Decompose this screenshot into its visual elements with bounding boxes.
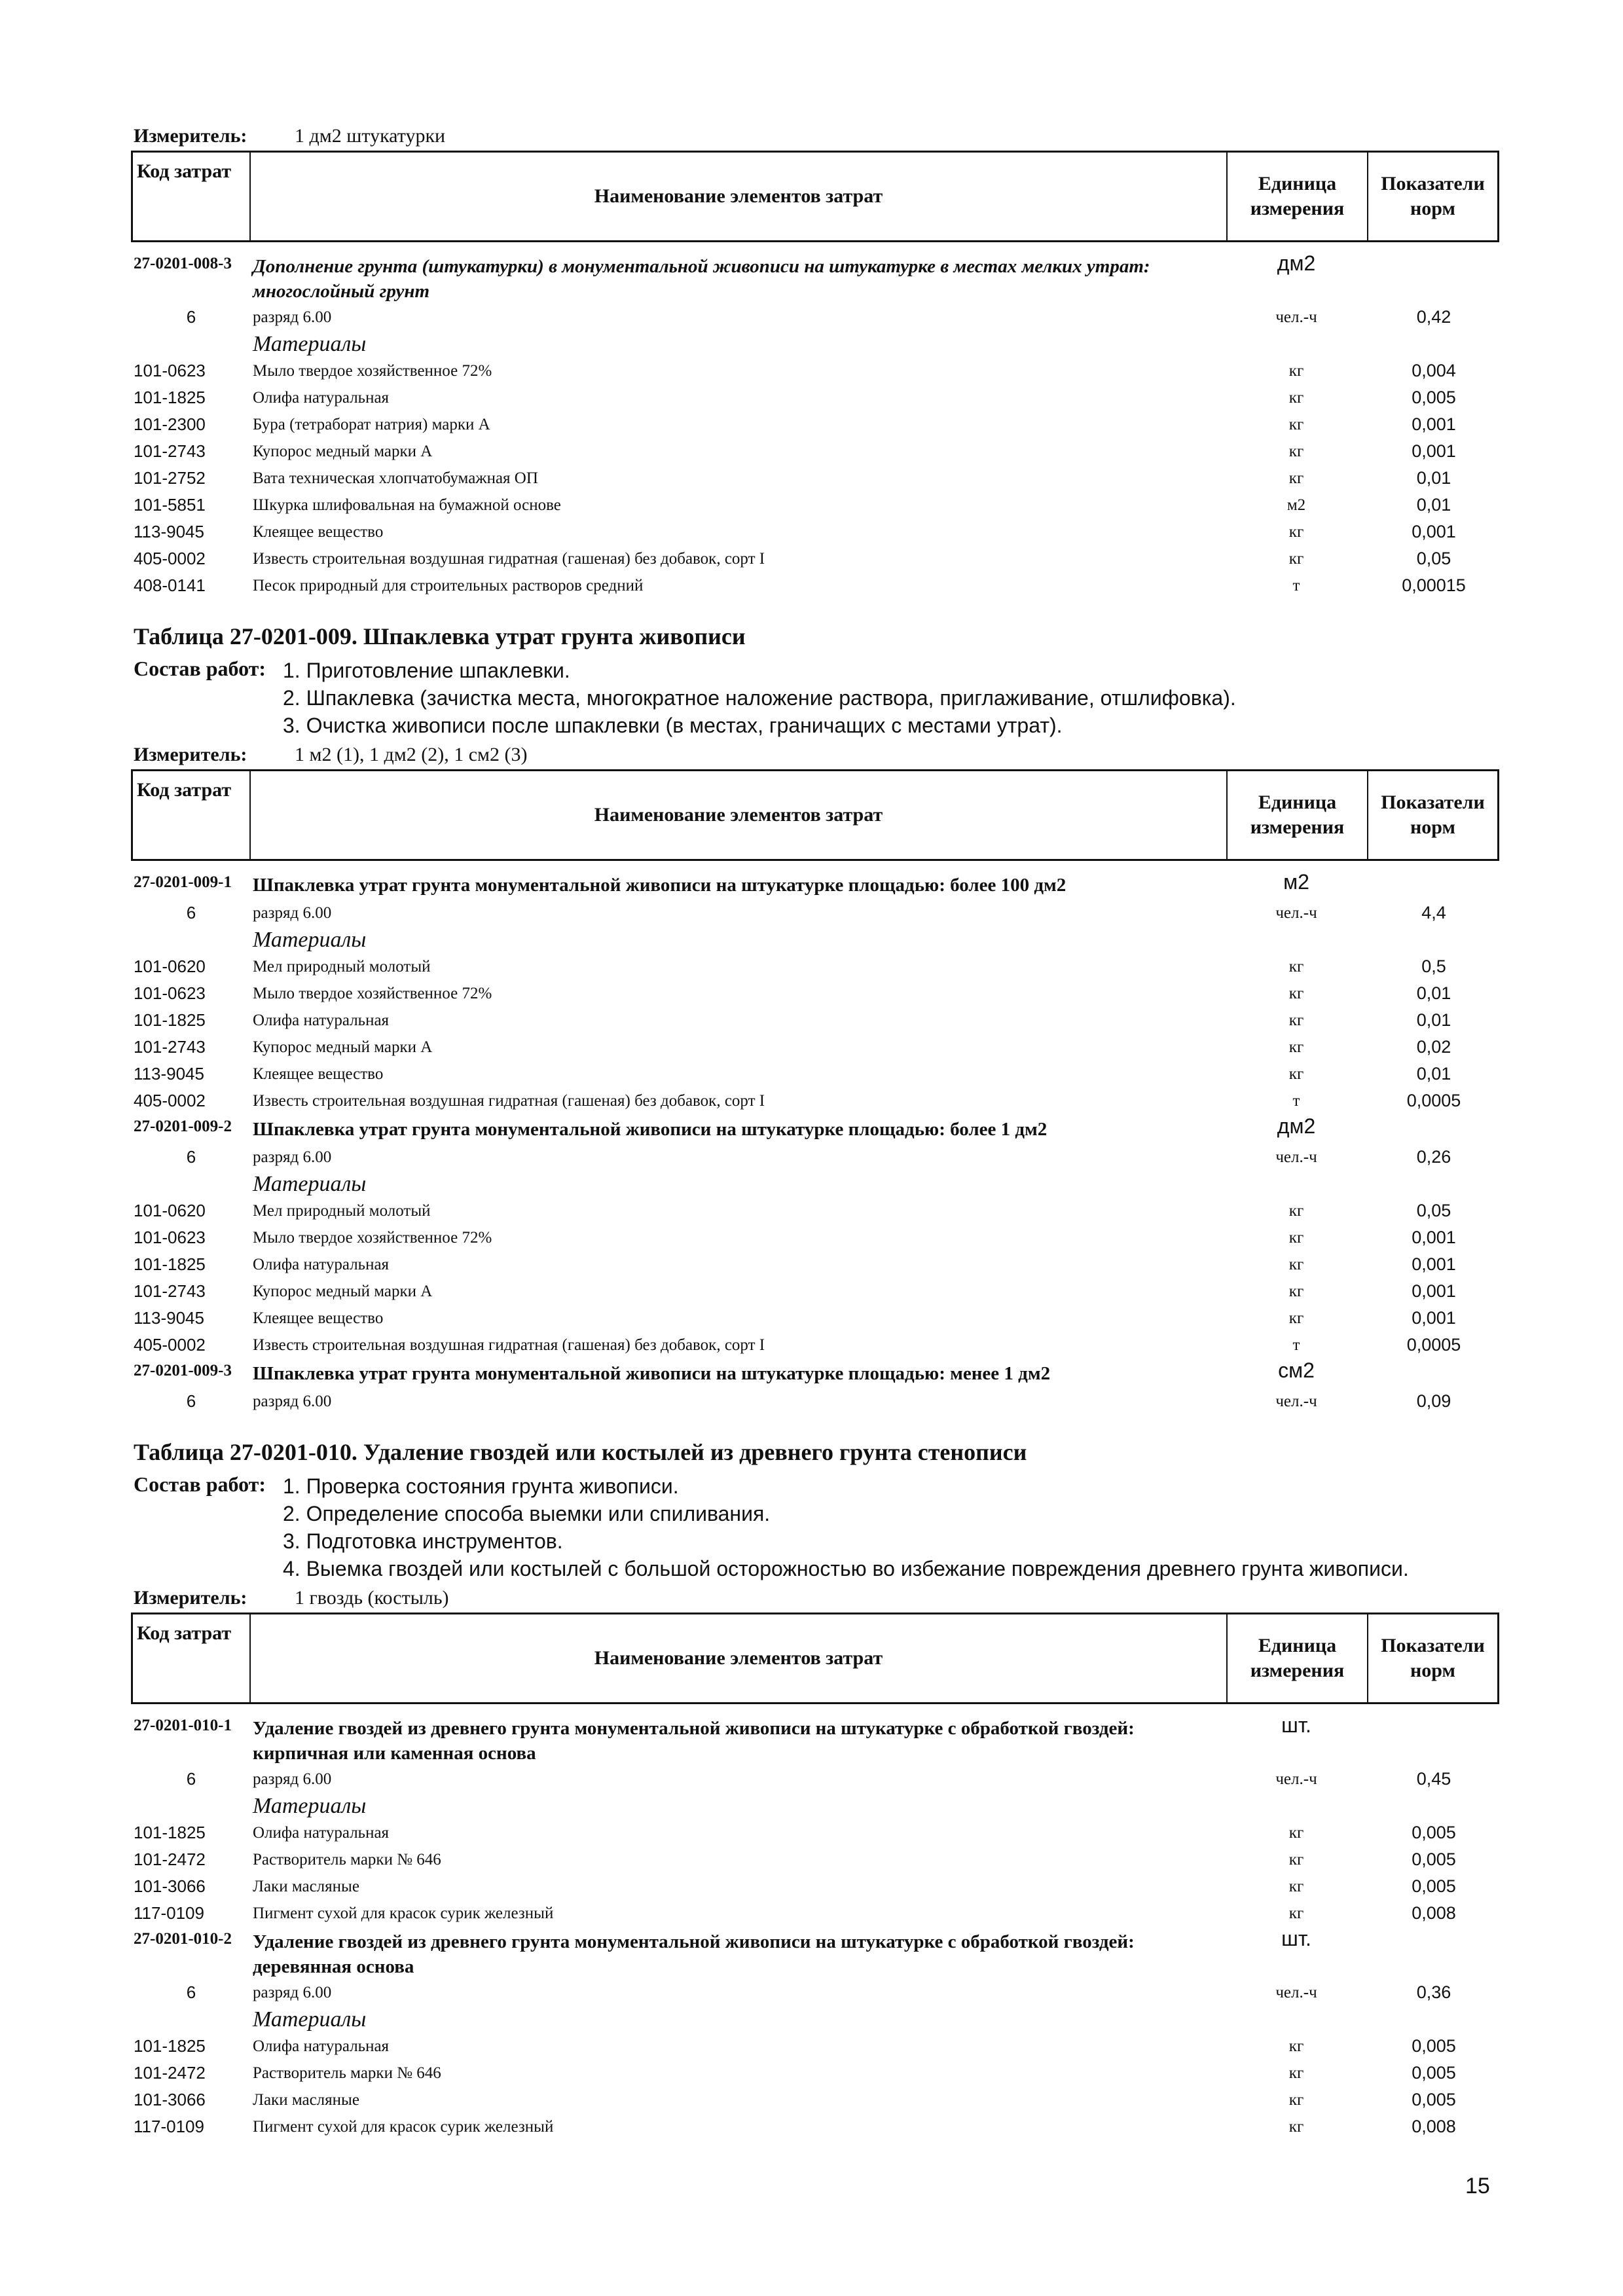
norm-value: 0,005 [1412,1876,1456,1896]
norm-value: 0,05 [1416,549,1451,568]
resource-row [131,411,1499,438]
norm-item-row [131,1927,1499,1979]
cost-code: 117-0109 [134,1903,204,1923]
unit-of-measure: кг [1288,2037,1304,2055]
norm-value: 0,0005 [1406,1335,1461,1355]
resource-row [131,900,1499,926]
composition-item: 3. Очистка живописи после шпаклевки (в местах, граничащих с местами утрат). [283,714,1063,737]
element-name: Материалы [253,1172,367,1196]
norm-value: 0,008 [1412,2117,1456,2136]
resource-row [131,545,1499,572]
composition-list [283,657,1499,739]
composition-label: Состав работ: [134,1472,266,1496]
norm-value: 0,05 [1416,1201,1451,1220]
resource-row [131,384,1499,411]
unit-of-measure: т [1292,1092,1300,1110]
norm-block [131,1432,1499,2140]
unit-of-measure: чел.-ч [1275,904,1317,922]
element-name: Известь строительная воздушная гидратная (гашеная) без добавок, сорт I [253,1336,765,1354]
header-code: Код затрат [133,771,251,859]
resource-row [131,953,1499,980]
resource-row [131,2033,1499,2060]
element-name: Материалы [253,2007,367,2032]
cost-code: 6 [186,1769,196,1789]
cost-code: 27-0201-009-2 [134,1118,232,1135]
cost-code: 6 [186,1982,196,2002]
cost-code: 27-0201-009-1 [134,873,232,891]
resource-row [131,438,1499,465]
cost-code: 405-0002 [134,1335,206,1355]
unit-of-measure: кг [1288,2118,1304,2136]
unit-of-measure: шт. [1281,1927,1311,1950]
cost-code: 101-0623 [134,1228,206,1247]
unit-of-measure: кг [1288,1309,1304,1327]
cost-code: 101-2752 [134,468,206,488]
unit-of-measure: дм2 [1277,1114,1316,1138]
norm-value: 0,005 [1412,388,1456,407]
norm-value: 0,005 [1412,2036,1456,2056]
resource-row [131,304,1499,331]
norm-item-row [131,1358,1499,1388]
resource-row [131,1061,1499,1087]
norm-value: 0,004 [1412,361,1456,380]
element-name: Олифа натуральная [253,2037,390,2055]
measure-value: 1 дм2 штукатурки [295,125,446,147]
cost-code: 101-2472 [134,2063,206,2083]
element-name: Вата техническая хлопчатобумажная ОП [253,469,538,487]
unit-of-measure: кг [1288,958,1304,975]
norm-value: 0,01 [1416,468,1451,488]
cost-code: 101-0620 [134,1201,206,1220]
element-name: Мел природный молотый [253,958,431,975]
unit-of-measure: дм2 [1277,251,1316,275]
element-name: Олифа натуральная [253,1256,390,1273]
unit-of-measure: кг [1288,443,1304,460]
page-number: 15 [1465,2174,1490,2198]
resource-row [131,1197,1499,1224]
norm-value: 0,36 [1416,1982,1451,2002]
norm-value: 0,001 [1412,522,1456,541]
composition-list [283,1472,1499,1582]
cost-code: 6 [186,1147,196,1167]
work-composition [131,657,1499,739]
unit-of-measure: кг [1288,1904,1304,1922]
measure-label: Измеритель: [134,125,247,147]
cost-code: 101-0623 [134,983,206,1003]
measure-line [131,740,1499,769]
resource-row [131,1087,1499,1114]
element-name: Удаление гвоздей из древнего грунта монументальной живописи на штукатурке с обработкой гвоздей: деревянная основа [253,1931,1135,1977]
unit-of-measure: м2 [1283,870,1309,894]
header-unit: Единица измерения [1228,153,1368,240]
unit-of-measure: кг [1288,1202,1304,1220]
resource-row [131,492,1499,519]
unit-of-measure: т [1292,577,1300,594]
cost-code: 101-2300 [134,414,206,434]
cost-code: 27-0201-010-1 [134,1717,232,1734]
resource-row [131,980,1499,1007]
norm-item-row [131,1713,1499,1766]
element-name: Клеящее вещество [253,523,384,541]
norm-value: 0,26 [1416,1147,1451,1167]
resource-row [131,1873,1499,1900]
cost-code: 117-0109 [134,2117,204,2136]
element-name: Удаление гвоздей из древнего грунта монументальной живописи на штукатурке с обработкой гвоздей: кирпичная или каменная основа [253,1718,1135,1764]
unit-of-measure: шт. [1281,1713,1311,1737]
unit-of-measure: т [1292,1336,1300,1354]
norm-value: 4,4 [1421,903,1446,922]
measure-value: 1 гвоздь (костыль) [295,1587,449,1609]
resource-row [131,1332,1499,1358]
element-name: Бура (тетраборат натрия) марки А [253,416,490,433]
composition-item: 3. Подготовка инструментов. [283,1529,563,1553]
norm-value: 0,005 [1412,1823,1456,1842]
table-header [131,769,1499,861]
cost-code: 101-3066 [134,2090,206,2109]
composition-item: 1. Проверка состояния грунта живописи. [283,1474,679,1498]
element-name: Олифа натуральная [253,1011,390,1029]
cost-code: 101-2743 [134,441,206,461]
cost-code: 101-5851 [134,495,206,515]
resource-row [131,1144,1499,1171]
element-name: Материалы [253,928,367,952]
norm-value: 0,008 [1412,1903,1456,1923]
materials-heading-row [131,2006,1499,2033]
element-name: Растворитель марки № 646 [253,2064,441,2082]
norm-value: 0,02 [1416,1037,1451,1057]
composition-label: Состав работ: [134,657,266,680]
cost-code: 27-0201-010-2 [134,1930,232,1948]
unit-of-measure: кг [1288,550,1304,568]
unit-of-measure: кг [1288,2064,1304,2082]
cost-code: 6 [186,1391,196,1411]
cost-code: 101-2743 [134,1281,206,1301]
element-name: разряд 6.00 [253,308,332,326]
resource-row [131,465,1499,492]
norm-value: 0,01 [1416,1010,1451,1030]
header-code: Код затрат [133,1614,251,1702]
header-unit: Единица измерения [1228,1614,1368,1702]
measure-line [131,122,1499,151]
cost-code: 101-1825 [134,1010,206,1030]
unit-of-measure: м2 [1286,496,1306,514]
header-code: Код затрат [133,153,251,240]
element-name: Купорос медный марки А [253,443,433,460]
materials-heading-row [131,331,1499,357]
document-page [131,122,1499,2140]
resource-row [131,1305,1499,1332]
resource-row [131,572,1499,599]
cost-code: 101-1825 [134,1823,206,1842]
measure-label: Измеритель: [134,744,247,765]
header-name: Наименование элементов затрат [251,153,1228,240]
resource-row [131,1979,1499,2006]
element-name: Клеящее вещество [253,1309,384,1327]
unit-of-measure: кг [1288,1256,1304,1273]
element-name: Песок природный для строительных растворов средний [253,577,644,594]
resource-row [131,1224,1499,1251]
resource-row [131,357,1499,384]
unit-of-measure: см2 [1278,1358,1315,1382]
element-name: Олифа натуральная [253,1824,390,1842]
element-name: Известь строительная воздушная гидратная (гашеная) без добавок, сорт I [253,550,765,568]
measure-label: Измеритель: [134,1587,247,1609]
composition-item: 4. Выемка гвоздей или костылей с большой осторожностью во избежание повреждения древнего грунта живописи. [283,1557,1409,1580]
unit-of-measure: кг [1288,1878,1304,1895]
norm-value: 0,01 [1416,1064,1451,1084]
norm-item-row [131,1114,1499,1144]
cost-code: 101-2472 [134,1850,206,1869]
unit-of-measure: кг [1288,1011,1304,1029]
materials-heading-row [131,1793,1499,1819]
cost-code: 27-0201-008-3 [134,255,232,272]
cost-code: 408-0141 [134,575,206,595]
element-name: Шкурка шлифовальная на бумажной основе [253,496,561,514]
element-name: Мел природный молотый [253,1202,431,1220]
norm-value: 0,09 [1416,1391,1451,1411]
element-name: Дополнение грунта (штукатурки) в монументальной живописи на штукатурке в местах мелких утрат: многослойный грунт [253,256,1150,302]
element-name: разряд 6.00 [253,904,332,922]
norm-value: 0,45 [1416,1769,1451,1789]
element-name: разряд 6.00 [253,1148,332,1166]
measure-value: 1 м2 (1), 1 дм2 (2), 1 см2 (3) [295,744,528,765]
cost-code: 113-9045 [134,522,204,541]
element-name: Купорос медный марки А [253,1283,433,1300]
element-name: Мыло твердое хозяйственное 72% [253,1229,492,1247]
element-name: Шпаклевка утрат грунта монументальной живописи на штукатурке площадью: менее 1 дм2 [253,1363,1051,1384]
cost-code: 405-0002 [134,1091,206,1110]
norm-item-row [131,251,1499,304]
element-name: Лаки масляные [253,1878,359,1895]
cost-code: 101-1825 [134,2036,206,2056]
norm-value: 0,5 [1421,957,1446,976]
table-title: Таблица 27-0201-010. Удаление гвоздей или костылей из древнего грунта стенописи [134,1439,1027,1465]
table-header [131,151,1499,242]
element-name: Купорос медный марки А [253,1038,433,1056]
header-norm: Показатели норм [1381,173,1485,219]
cost-code: 6 [186,903,196,922]
cost-code: 6 [186,307,196,327]
unit-of-measure: кг [1288,1283,1304,1300]
unit-of-measure: кг [1288,362,1304,380]
cost-code: 101-0620 [134,957,206,976]
resource-row [131,1388,1499,1415]
unit-of-measure: чел.-ч [1275,1393,1317,1410]
norm-value: 0,00015 [1402,575,1466,595]
unit-of-measure: кг [1288,1038,1304,1056]
cost-code: 27-0201-009-3 [134,1362,232,1379]
cost-code: 101-0623 [134,361,206,380]
norm-value: 0,005 [1412,1850,1456,1869]
resource-row [131,519,1499,545]
resource-row [131,2113,1499,2140]
cost-code: 101-1825 [134,1254,206,1274]
resource-row [131,1251,1499,1278]
cost-code: 113-9045 [134,1308,204,1328]
materials-heading-row [131,926,1499,953]
element-name: Лаки масляные [253,2091,359,2109]
cost-code: 101-3066 [134,1876,206,1896]
element-name: Материалы [253,332,367,356]
element-name: Шпаклевка утрат грунта монументальной живописи на штукатурке площадью: более 100 дм2 [253,875,1067,896]
table-header [131,1613,1499,1704]
norm-value: 0,001 [1412,1281,1456,1301]
norm-value: 0,005 [1412,2063,1456,2083]
element-name: Материалы [253,1794,367,1818]
unit-of-measure: чел.-ч [1275,1770,1317,1788]
unit-of-measure: чел.-ч [1275,308,1317,326]
norm-value: 0,001 [1412,441,1456,461]
norm-value: 0,005 [1412,2090,1456,2109]
work-composition [131,1472,1499,1582]
resource-row [131,1900,1499,1927]
norm-value: 0,42 [1416,307,1451,327]
composition-item: 1. Приготовление шпаклевки. [283,659,570,682]
header-name: Наименование элементов затрат [251,771,1228,859]
resource-row [131,1007,1499,1034]
element-name: разряд 6.00 [253,1770,332,1788]
resource-row [131,1034,1499,1061]
norm-block [131,122,1499,599]
cost-code: 101-2743 [134,1037,206,1057]
element-name: Мыло твердое хозяйственное 72% [253,985,492,1002]
element-name: Шпаклевка утрат грунта монументальной живописи на штукатурке площадью: более 1 дм2 [253,1119,1048,1140]
resource-row [131,1766,1499,1793]
unit-of-measure: кг [1288,1065,1304,1083]
norm-value: 0,001 [1412,1308,1456,1328]
unit-of-measure: кг [1288,389,1304,407]
element-name: Пигмент сухой для красок сурик железный [253,2118,554,2136]
element-name: Клеящее вещество [253,1065,384,1083]
norm-value: 0,01 [1416,983,1451,1003]
norm-value: 0,001 [1412,414,1456,434]
norm-item-row [131,870,1499,900]
cost-code: 101-1825 [134,388,206,407]
element-name: разряд 6.00 [253,1393,332,1410]
unit-of-measure: чел.-ч [1275,1148,1317,1166]
unit-of-measure: кг [1288,985,1304,1002]
unit-of-measure: кг [1288,416,1304,433]
norm-block [131,616,1499,1415]
unit-of-measure: кг [1288,1229,1304,1247]
unit-of-measure: кг [1288,469,1304,487]
header-norm: Показатели норм [1381,1635,1485,1681]
header-norm: Показатели норм [1381,792,1485,838]
norm-value: 0,001 [1412,1228,1456,1247]
cost-code: 405-0002 [134,549,206,568]
unit-of-measure: кг [1288,1824,1304,1842]
measure-line [131,1584,1499,1613]
element-name: Растворитель марки № 646 [253,1851,441,1868]
norm-value: 0,01 [1416,495,1451,515]
unit-of-measure: кг [1288,2091,1304,2109]
resource-row [131,1819,1499,1846]
table-title: Таблица 27-0201-009. Шпаклевка утрат грунта живописи [134,623,746,649]
element-name: разряд 6.00 [253,1984,332,2001]
resource-row [131,2060,1499,2086]
unit-of-measure: кг [1288,1851,1304,1868]
composition-item: 2. Определение способа выемки или спиливания. [283,1502,771,1525]
element-name: Олифа натуральная [253,389,390,407]
unit-of-measure: чел.-ч [1275,1984,1317,2001]
resource-row [131,1278,1499,1305]
element-name: Мыло твердое хозяйственное 72% [253,362,492,380]
resource-row [131,1846,1499,1873]
cost-code: 113-9045 [134,1064,204,1084]
norm-value: 0,001 [1412,1254,1456,1274]
resource-row [131,2086,1499,2113]
element-name: Пигмент сухой для красок сурик железный [253,1904,554,1922]
unit-of-measure: кг [1288,523,1304,541]
header-unit: Единица измерения [1228,771,1368,859]
norm-value: 0,0005 [1406,1091,1461,1110]
header-name: Наименование элементов затрат [251,1614,1228,1702]
composition-item: 2. Шпаклевка (зачистка места, многократное наложение раствора, приглаживание, отшлифовка). [283,686,1236,710]
materials-heading-row [131,1171,1499,1197]
element-name: Известь строительная воздушная гидратная (гашеная) без добавок, сорт I [253,1092,765,1110]
